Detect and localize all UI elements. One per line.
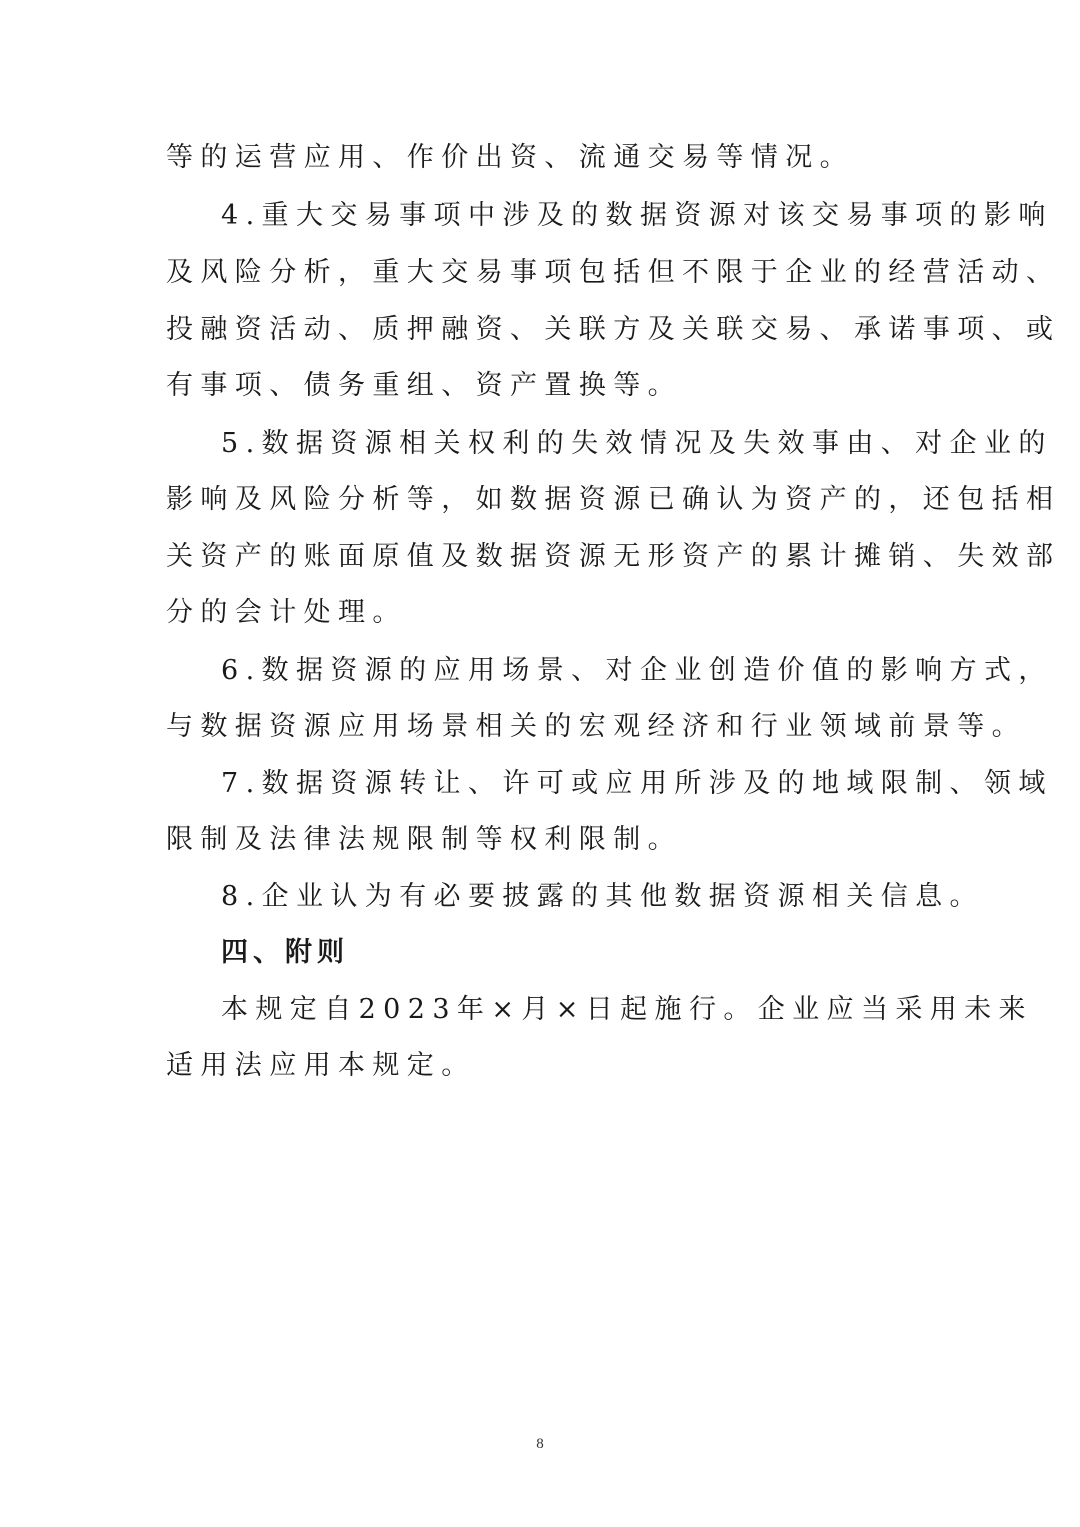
paragraph-line: 与数据资源应用场景相关的宏观经济和行业领域前景等。 bbox=[166, 711, 1026, 742]
paragraph-line: 适用法应用本规定。 bbox=[166, 1050, 476, 1081]
paragraph-line-item-6: 6.数据资源的应用场景、对企业创造价值的影响方式， bbox=[221, 655, 1053, 686]
section-heading: 四、附则 bbox=[221, 937, 349, 968]
paragraph-line: 本规定自2023年×月×日起施行。企业应当采用未来 bbox=[221, 994, 1033, 1025]
paragraph-line: 投融资活动、质押融资、关联方及关联交易、承诺事项、或 bbox=[166, 314, 1061, 345]
paragraph-line: 及风险分析，重大交易事项包括但不限于企业的经营活动、 bbox=[166, 257, 1061, 288]
paragraph-line-item-5: 5.数据资源相关权利的失效情况及失效事由、对企业的 bbox=[221, 428, 1053, 459]
paragraph-line: 等的运营应用、作价出资、流通交易等情况。 bbox=[166, 142, 854, 173]
paragraph-line-item-7: 7.数据资源转让、许可或应用所涉及的地域限制、领域 bbox=[221, 768, 1053, 799]
paragraph-line-item-8: 8.企业认为有必要披露的其他数据资源相关信息。 bbox=[221, 881, 984, 912]
paragraph-line: 限制及法律法规限制等权利限制。 bbox=[166, 824, 682, 855]
page-number: 8 bbox=[536, 1436, 544, 1452]
paragraph-line: 有事项、债务重组、资产置换等。 bbox=[166, 370, 682, 401]
paragraph-line: 影响及风险分析等，如数据资源已确认为资产的，还包括相 bbox=[166, 484, 1061, 515]
paragraph-line-item-4: 4.重大交易事项中涉及的数据资源对该交易事项的影响 bbox=[221, 200, 1053, 231]
paragraph-line: 关资产的账面原值及数据资源无形资产的累计摊销、失效部 bbox=[166, 541, 1061, 572]
paragraph-line: 分的会计处理。 bbox=[166, 597, 407, 628]
